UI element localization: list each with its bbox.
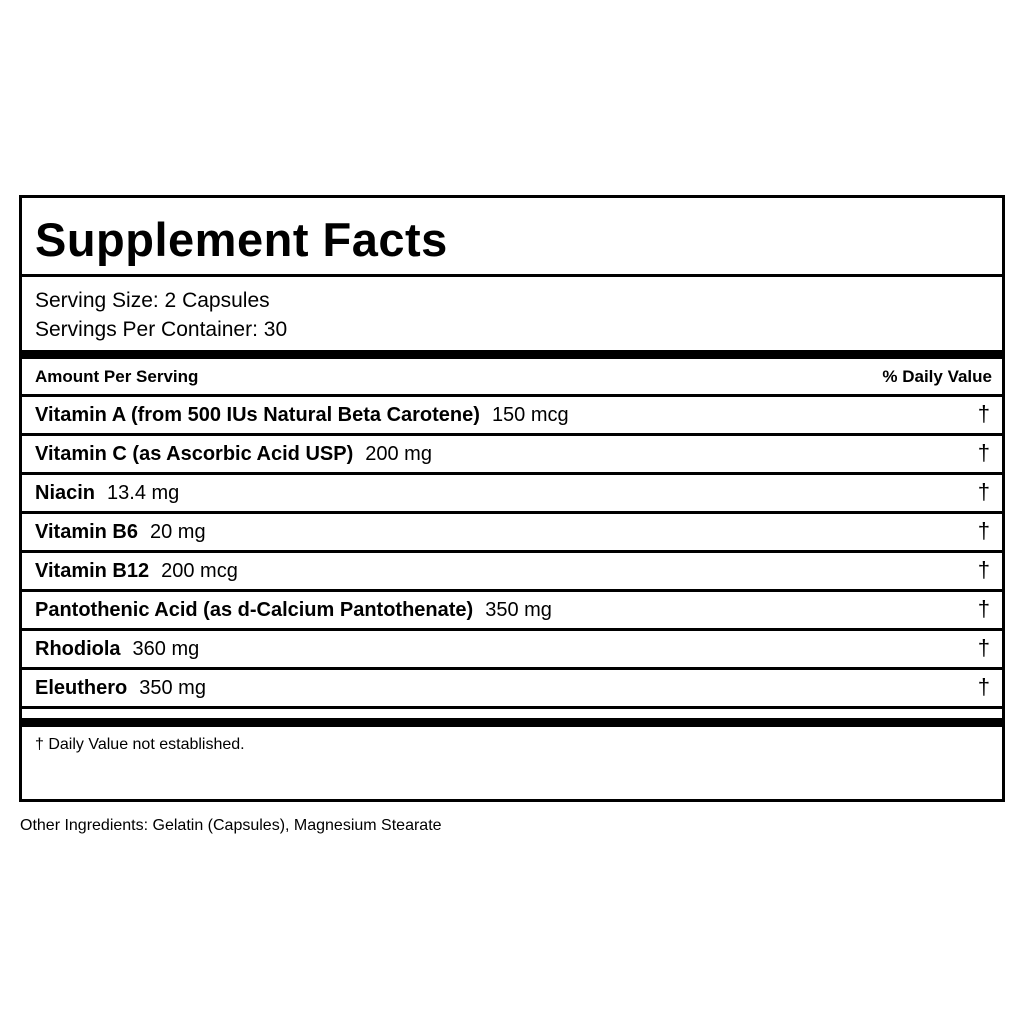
- panel-title: Supplement Facts: [35, 213, 448, 266]
- daily-value-footnote: † Daily Value not established.: [35, 736, 245, 753]
- thick-divider-bottom: [22, 718, 1002, 727]
- nutrient-amount: 13.4 mg: [107, 481, 180, 504]
- daily-value-mark: †: [977, 518, 990, 543]
- nutrient-row: [22, 394, 1002, 433]
- nutrient-amount: 200 mg: [365, 442, 432, 465]
- nutrient-row: [22, 433, 1002, 472]
- daily-value-mark: †: [977, 401, 990, 426]
- nutrient-name: Rhodiola: [35, 637, 121, 660]
- supplement-facts-panel: [19, 195, 1005, 802]
- nutrient-row: [22, 472, 1002, 511]
- serving-size: Serving Size: 2 Capsules: [35, 289, 270, 312]
- daily-value-header: % Daily Value: [882, 367, 992, 386]
- daily-value-mark: †: [977, 479, 990, 504]
- nutrient-name: Vitamin B12: [35, 559, 150, 582]
- nutrient-amount: 350 mg: [485, 598, 552, 621]
- nutrient-row: [22, 628, 1002, 667]
- daily-value-mark: †: [977, 674, 990, 699]
- nutrient-rows: [22, 394, 1002, 706]
- thick-divider-top: [22, 350, 1002, 359]
- nutrient-name: Pantothenic Acid (as d-Calcium Pantothenate): [35, 598, 474, 621]
- nutrient-amount: 150 mcg: [491, 403, 569, 426]
- nutrient-name: Vitamin C (as Ascorbic Acid USP): [35, 442, 354, 465]
- daily-value-mark: †: [977, 440, 990, 465]
- amount-per-serving-header: Amount Per Serving: [35, 367, 199, 386]
- nutrient-amount: 20 mg: [150, 520, 206, 543]
- daily-value-mark: †: [977, 635, 990, 660]
- daily-value-mark: †: [977, 596, 990, 621]
- row-divider-last: [22, 706, 1002, 709]
- nutrient-name: Vitamin B6: [35, 520, 138, 543]
- nutrient-amount: 360 mg: [132, 637, 200, 660]
- column-header: [35, 359, 992, 395]
- nutrient-amount: 350 mg: [139, 676, 206, 699]
- nutrient-row: [22, 667, 1002, 706]
- other-ingredients: Other Ingredients: Gelatin (Capsules), Magnesium Stearate: [20, 817, 442, 834]
- nutrient-amount: 200 mcg: [161, 559, 238, 582]
- servings-per-container: Servings Per Container: 30: [35, 318, 288, 341]
- nutrient-name: Vitamin A (from 500 IUs Natural Beta Carotene): [35, 403, 480, 426]
- nutrient-row: [22, 589, 1002, 628]
- nutrient-row: [22, 550, 1002, 589]
- serving-info: [35, 286, 287, 344]
- nutrient-row: [22, 511, 1002, 550]
- daily-value-mark: †: [977, 557, 990, 582]
- title-divider: [22, 274, 1002, 277]
- nutrient-name: Niacin: [35, 481, 96, 504]
- nutrient-name: Eleuthero: [35, 676, 128, 699]
